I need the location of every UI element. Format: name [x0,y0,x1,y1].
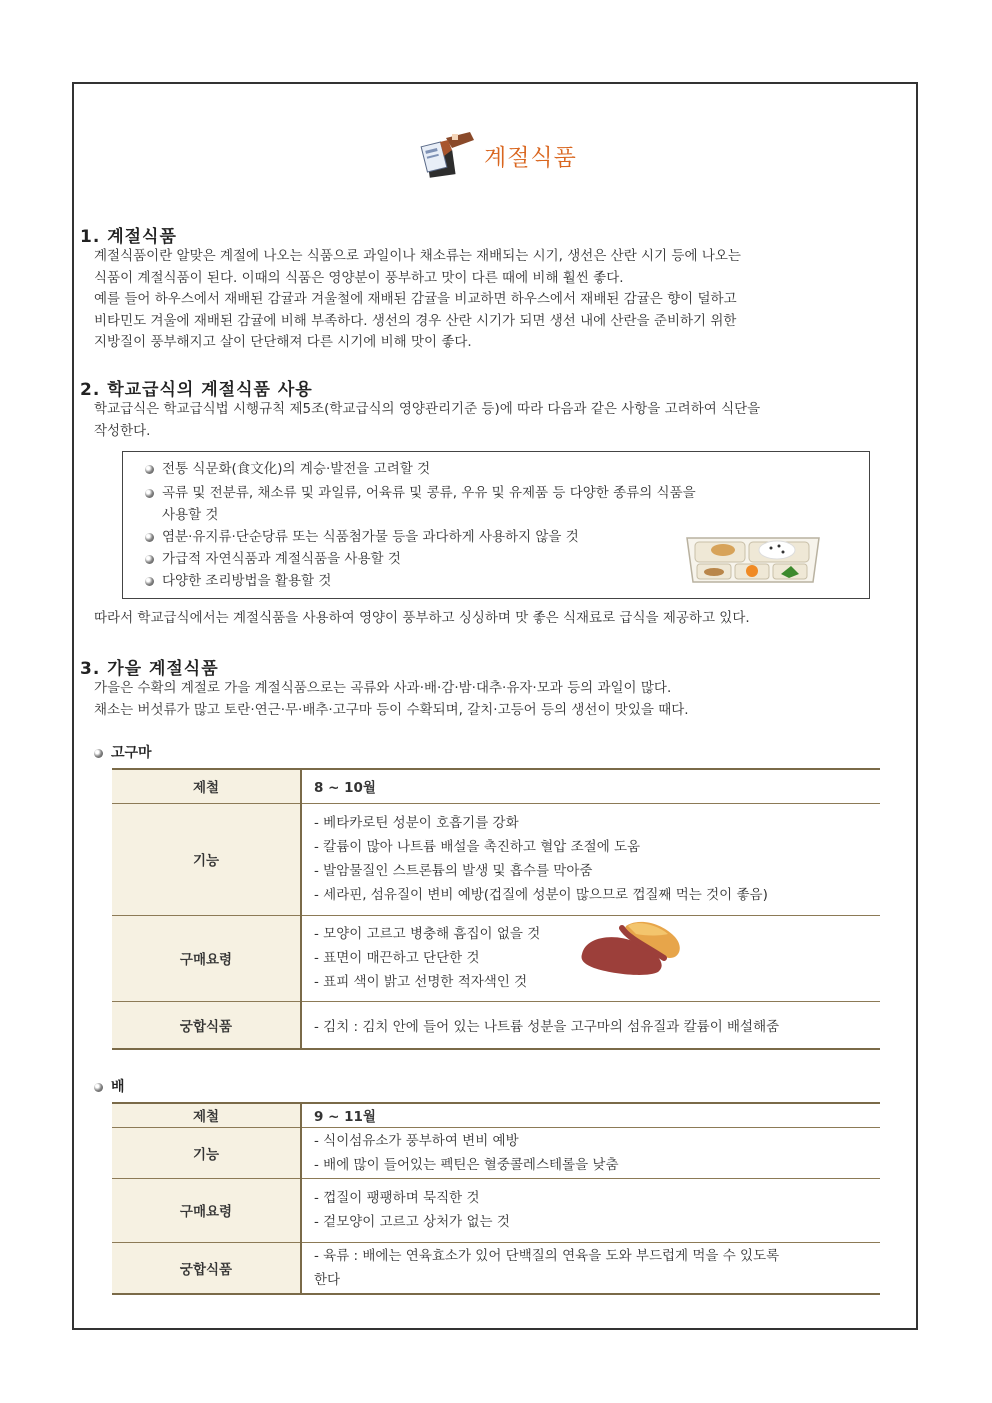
sweet-potato-icon [576,914,686,976]
bullet-icon [94,749,103,758]
book-reader-icon [418,130,476,180]
table-row [112,1178,880,1242]
guideline-item-cont: 사용할 것 [162,507,219,523]
bullet-icon [145,577,154,586]
bullet-icon [145,533,154,542]
section1-line: 지방질이 풍부해지고 살이 단단해져 다른 시기에 비해 맛이 좋다. [94,334,472,351]
buying-label: 구매요령 [112,1178,301,1242]
bullet-icon [145,489,154,498]
section2-heading: 2. 학교급식의 계절식품 사용 [80,380,313,400]
table-row [112,1127,880,1178]
section1-line: 계절식품이란 알맞은 계절에 나오는 식품으로 과일이나 채소류는 재배되는 시기, 생선은 산란 시기 등에 나오는 [94,248,741,264]
bullet-icon [145,555,154,564]
guideline-box [122,451,870,599]
buying-label: 구매요령 [112,915,301,1001]
section3-body [94,678,912,721]
pairing-label: 궁합식품 [112,1001,301,1049]
guideline-item: 가급적 자연식품과 계절식품을 사용할 것 [145,548,401,570]
table-row [112,769,880,803]
section1-body [94,246,912,354]
buying-value: - 껍질이 팽팽하며 묵직한 것 - 겉모양이 고르고 상처가 없는 것 [301,1178,880,1242]
guideline-item: 곡류 및 전분류, 채소류 및 과일류, 어육류 및 콩류, 우유 및 유제품 등 다양한 종류의 식품을 [145,482,696,504]
meal-tray-icon [683,522,823,588]
bullet-icon [94,1083,103,1092]
buying-value: - 모양이 고르고 병충해 흠집이 없을 것 - 표면이 매끈하고 단단한 것 - 표피 색이 밝고 선명한 적자색인 것 [301,915,880,1001]
function-value: - 식이섬유소가 풍부하여 변비 예방 - 배에 많이 들어있는 펙틴은 혈중콜레스테롤을 낮춤 [301,1127,880,1178]
section3-line: 채소는 버섯류가 많고 토란·연근·무·배추·고구마 등이 수확되며, 갈치·고등어 등의 생선이 맛있을 때다. [94,701,689,718]
table-row [112,1001,880,1049]
section2-body [94,399,912,442]
title-block [418,130,577,180]
section1-line: 비타민도 겨울에 재배된 감귤에 비해 부족하다. 생선의 경우 산란 시기가 되면 생선 내에 산란을 준비하기 위한 [94,312,737,329]
section2-conclusion: 따라서 학교급식에서는 계절식품을 사용하여 영양이 풍부하고 싱싱하며 맛 좋은 식재료로 급식을 제공하고 있다. [94,610,750,626]
bullet-icon [145,465,154,474]
section3-line: 가을은 수확의 계절로 가을 계절식품으로는 곡류와 사과·배·감·밤·대추·유자·모과 등의 과일이 많다. [94,680,672,696]
guideline-item: 다양한 조리방법을 활용할 것 [145,570,331,592]
pairing-value: - 김치 : 김치 안에 들어 있는 나트륨 성분을 고구마의 섬유질과 칼륨이 배설해줌 [301,1001,880,1049]
table-row [112,803,880,915]
section3-heading: 3. 가을 계절식품 [80,659,219,679]
function-label: 기능 [112,803,301,915]
function-label: 기능 [112,1127,301,1178]
table-row [112,915,880,1001]
season-label: 제철 [112,1103,301,1127]
pairing-label: 궁합식품 [112,1242,301,1294]
page-title: 계절식품 [484,144,577,171]
section1-line: 예를 들어 하우스에서 재배된 감귤과 겨울철에 재배된 감귤을 비교하면 하우스에서 재배된 감귤은 향이 덜하고 [94,291,737,308]
section1-line: 식품이 계절식품이 된다. 이때의 식품은 영양분이 풍부하고 맛이 다른 때에 비해 훨씬 좋다. [94,269,624,286]
sweet-potato-subheading: 고구마 [94,742,152,762]
guideline-item: 염분·유지류·단순당류 또는 식품첨가물 등을 과다하게 사용하지 않을 것 [145,526,579,548]
pear-table [112,1102,880,1295]
season-label: 제철 [112,769,301,803]
function-value: - 베타카로틴 성분이 호흡기를 강화 - 칼륨이 많아 나트륨 배설을 촉진하고 혈압 조절에 도움 - 발암물질인 스트론튬의 발생 및 흡수를 막아줌 - 세라핀, 섬유질이 변비 예방(겁질에 성분이 많으므로 껍질째 먹는 것이 좋음) [301,803,880,915]
pear-subheading: 배 [94,1076,125,1096]
pairing-value: - 육류 : 배에는 연육효소가 있어 단백질의 연육을 도와 부드럽게 먹을 수 있도록 한다 [301,1242,880,1294]
table-row [112,1103,880,1127]
section1-heading: 1. 계절식품 [80,227,177,247]
guideline-item: 전통 식문화(食文化)의 계승·발전을 고려할 것 [145,458,430,480]
sweet-potato-table [112,768,880,1050]
section2-line: 학교급식은 학교급식법 시행규칙 제5조(학교급식의 영양관리기준 등)에 따라 다음과 같은 사항을 고려하여 식단을 [94,401,761,417]
season-value: 8 ~ 10월 [301,769,880,803]
table-row [112,1242,880,1294]
season-value: 9 ~ 11월 [301,1103,880,1127]
section2-line: 작성한다. [94,422,151,439]
